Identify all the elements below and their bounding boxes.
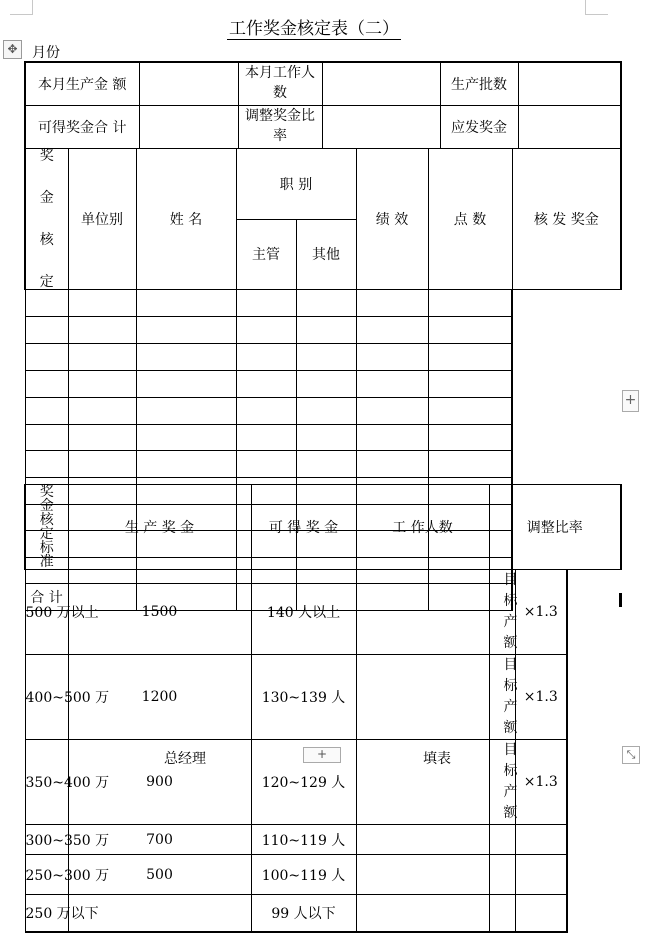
ratio-spacer-cell [356, 855, 489, 895]
staff-range-cell: 100~119 人 [251, 855, 356, 895]
value-bonus-total[interactable] [139, 105, 238, 148]
label-payable-bonus: 应发奖金 [440, 105, 518, 148]
resize-icon[interactable]: ⤡ [622, 746, 640, 764]
detail-cell[interactable] [25, 451, 68, 478]
multiplier-cell: ×1.3 [515, 570, 567, 655]
detail-cell[interactable] [428, 398, 512, 425]
staff-range-cell: 99 人以下 [251, 895, 356, 932]
available-bonus-cell: 900 [68, 740, 251, 825]
target-output-cell [489, 855, 515, 895]
detail-cell[interactable] [356, 451, 428, 478]
total-label: 合 计 [25, 584, 68, 611]
detail-cell[interactable] [236, 398, 296, 425]
multiplier-cell: ×1.3 [515, 655, 567, 740]
detail-cell[interactable] [236, 317, 296, 344]
ratio-spacer-cell [356, 825, 489, 855]
add-row-button[interactable]: + [303, 747, 341, 763]
detail-cell[interactable] [236, 451, 296, 478]
staff-range-cell: 120~129 人 [251, 740, 356, 825]
detail-row [25, 425, 621, 451]
standard-row [25, 855, 621, 895]
col-position: 职 别 [236, 149, 356, 220]
target-output-cell [489, 825, 515, 855]
detail-cell[interactable] [68, 290, 136, 317]
label-batch-count: 生产批数 [440, 62, 518, 105]
standard-row [25, 570, 621, 655]
standard-side-label: 奖 金 核 定 标 准 [25, 485, 68, 570]
detail-cell[interactable] [296, 290, 356, 317]
detail-cell[interactable] [68, 425, 136, 451]
detail-cell[interactable] [25, 317, 68, 344]
footer-manager-label: 总经理 [164, 751, 206, 767]
ratio-spacer-cell [356, 655, 489, 740]
col-adjust-ratio: 调整比率 [489, 485, 621, 570]
production-range-cell: 400~500 万 [25, 655, 68, 740]
value-adjust-ratio[interactable] [322, 105, 440, 148]
col-position-manager: 主管 [236, 219, 296, 290]
detail-cell[interactable] [428, 344, 512, 371]
production-range-cell: 350~400 万 [25, 740, 68, 825]
detail-cell[interactable] [296, 451, 356, 478]
summary-row [25, 105, 621, 148]
detail-cell[interactable] [136, 451, 236, 478]
detail-row [25, 398, 621, 425]
detail-cell[interactable] [25, 371, 68, 398]
label-staff-count: 本月工作人数 [238, 62, 322, 105]
detail-cell[interactable] [296, 425, 356, 451]
col-production-bonus: 生 产 奖 金 [68, 485, 251, 570]
detail-cell[interactable] [236, 344, 296, 371]
month-label: 月份 [32, 45, 60, 61]
detail-cell[interactable] [236, 425, 296, 451]
col-name: 姓 名 [136, 149, 236, 290]
detail-cell[interactable] [25, 290, 68, 317]
col-unit: 单位别 [68, 149, 136, 290]
detail-cell[interactable] [68, 371, 136, 398]
standard-row [25, 655, 621, 740]
detail-cell[interactable] [428, 371, 512, 398]
detail-cell[interactable] [136, 371, 236, 398]
detail-cell[interactable] [25, 398, 68, 425]
standard-row [25, 895, 621, 932]
available-bonus-cell: 500 [68, 855, 251, 895]
detail-cell[interactable] [356, 398, 428, 425]
label-adjust-ratio: 调整奖金比 率 [238, 105, 322, 148]
staff-range-cell: 140 人以上 [251, 570, 356, 655]
col-bonus: 核 发 奖金 [512, 149, 621, 290]
footer-filler-label: 填表 [423, 751, 451, 767]
detail-row [25, 317, 621, 344]
detail-row [25, 371, 621, 398]
col-available-bonus: 可 得 奖 金 [251, 485, 356, 570]
detail-cell[interactable] [236, 290, 296, 317]
summary-row [25, 62, 621, 105]
ratio-spacer-cell [356, 570, 489, 655]
detail-cell[interactable] [68, 398, 136, 425]
col-performance: 绩 效 [356, 149, 428, 290]
detail-cell[interactable] [136, 398, 236, 425]
detail-cell[interactable] [136, 317, 236, 344]
summary-table [24, 61, 622, 149]
detail-row [25, 344, 621, 371]
detail-cell[interactable] [296, 317, 356, 344]
standard-table [24, 484, 622, 933]
available-bonus-cell: 1500 [68, 570, 251, 655]
available-bonus-cell: 700 [68, 825, 251, 855]
value-staff-count[interactable] [322, 62, 440, 105]
move-icon[interactable]: ✥ [3, 40, 22, 59]
multiplier-cell: ×1.3 [515, 740, 567, 825]
standard-row [25, 825, 621, 855]
target-output-cell: 目标产额 [489, 570, 515, 655]
value-payable-bonus[interactable] [518, 105, 621, 148]
detail-cell[interactable] [356, 371, 428, 398]
detail-cell[interactable] [136, 344, 236, 371]
col-points: 点 数 [428, 149, 512, 290]
detail-side-label: 奖 金 核 定 [25, 149, 68, 290]
target-output-cell: 目标产额 [489, 655, 515, 740]
detail-cell[interactable] [68, 451, 136, 478]
ratio-spacer-cell [356, 895, 489, 932]
standard-header-row [25, 485, 621, 570]
detail-cell[interactable] [68, 344, 136, 371]
staff-range-cell: 110~119 人 [251, 825, 356, 855]
production-range-cell: 250 万以下 [25, 895, 68, 932]
label-production-amount: 本月生产金 额 [25, 62, 139, 105]
target-output-cell [489, 895, 515, 932]
detail-cell[interactable] [296, 344, 356, 371]
detail-cell[interactable] [356, 344, 428, 371]
value-batch-count[interactable] [518, 62, 621, 105]
detail-cell[interactable] [356, 290, 428, 317]
cursor-caret [619, 593, 622, 607]
detail-cell[interactable] [136, 290, 236, 317]
detail-cell[interactable] [68, 317, 136, 344]
detail-cell[interactable] [428, 425, 512, 451]
detail-cell[interactable] [25, 344, 68, 371]
detail-header-row [25, 149, 621, 220]
page-corner-mark-right [585, 0, 608, 15]
multiplier-cell [515, 825, 567, 855]
value-production-amount[interactable] [139, 62, 238, 105]
detail-cell[interactable] [136, 425, 236, 451]
detail-cell[interactable] [356, 425, 428, 451]
detail-row [25, 290, 621, 317]
production-range-cell: 250~300 万 [25, 855, 68, 895]
document-title: 工作奖金核定表（二） [229, 19, 399, 39]
detail-cell[interactable] [25, 425, 68, 451]
multiplier-cell [515, 895, 567, 932]
detail-cell[interactable] [428, 451, 512, 478]
detail-cell[interactable] [296, 371, 356, 398]
target-output-cell: 目标产额 [489, 740, 515, 825]
detail-cell[interactable] [428, 317, 512, 344]
detail-row [25, 451, 621, 478]
detail-cell[interactable] [356, 317, 428, 344]
staff-range-cell: 130~139 人 [251, 655, 356, 740]
production-range-cell: 500 万以上 [25, 570, 68, 655]
detail-cell[interactable] [236, 371, 296, 398]
label-bonus-total: 可得奖金合 计 [25, 105, 139, 148]
page-corner-mark-left [10, 0, 33, 15]
detail-cell[interactable] [296, 398, 356, 425]
available-bonus-cell: 1200 [68, 655, 251, 740]
multiplier-cell [515, 855, 567, 895]
col-position-other: 其他 [296, 219, 356, 290]
col-staff-count: 工 作人数 [356, 485, 489, 570]
detail-cell[interactable] [428, 290, 512, 317]
production-range-cell: 300~350 万 [25, 825, 68, 855]
add-column-button[interactable]: + [622, 390, 639, 412]
